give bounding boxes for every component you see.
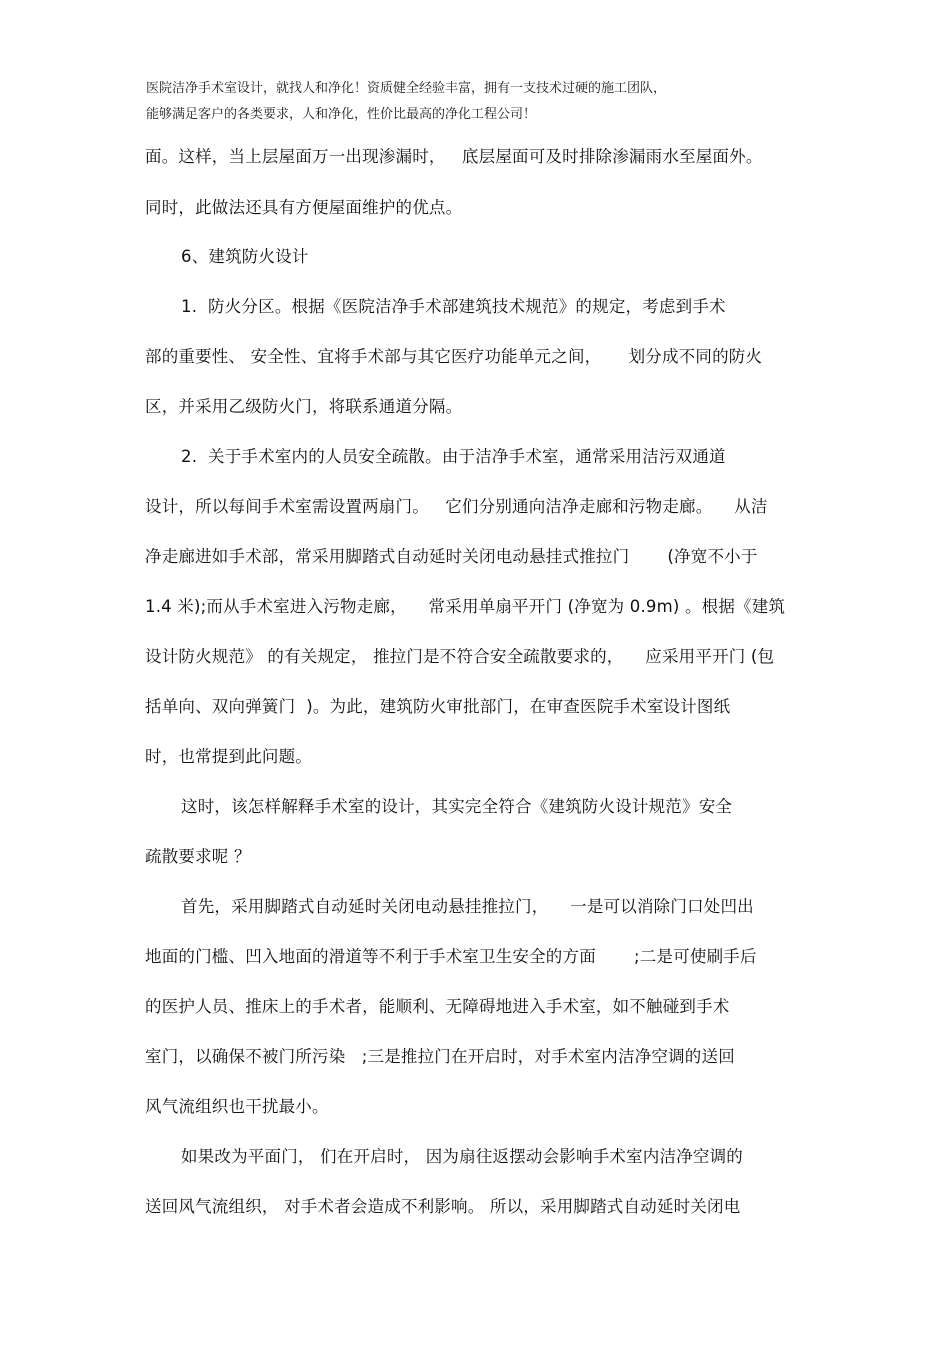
body-line: 疏散要求呢 ？ xyxy=(145,847,251,866)
body-line: 风气流组织也干扰最小。 xyxy=(145,1097,329,1116)
body-line: 设计，所以每间手术室需设置两扇门。 它们分别通向洁净走廊和污物走廊。 从洁 xyxy=(145,497,768,516)
body-line: 的医护人员、推床上的手术者，能顺利、无障碍地进入手术室，如不触碰到手术 xyxy=(145,997,730,1016)
body-line: 部的重要性、 安全性、宜将手术部与其它医疗功能单元之间， 划分成不同的防火 xyxy=(145,347,763,366)
header-line-2: 能够满足客户的各类要求，人和净化，性价比最高的净化工程公司！ xyxy=(146,107,537,122)
body-line: 如果改为平面门， 们在开启时， 因为扇往返摆动会影响手术室内洁净空调的 xyxy=(181,1147,743,1166)
section-heading: 6、建筑防火设计 xyxy=(181,247,309,266)
body-line: 室门，以确保不被门所污染 ;三是推拉门在开启时，对手术室内洁净空调的送回 xyxy=(145,1047,735,1066)
body-line: 时，也常提到此问题。 xyxy=(145,747,312,766)
body-line: 净走廊进如手术部，常采用脚踏式自动延时关闭电动悬挂式推拉门 (净宽不小于 xyxy=(145,547,758,566)
body-line: 面。这样，当上层屋面万一出现渗漏时， 底层屋面可及时排除渗漏雨水至屋面外。 xyxy=(145,147,763,166)
body-line: 同时，此做法还具有方便屋面维护的优点。 xyxy=(145,198,463,217)
body-line: 区，并采用乙级防火门，将联系通道分隔。 xyxy=(145,397,463,416)
header-line-1: 医院洁净手术室设计，就找人和净化！资质健全经验丰富，拥有一支技术过硬的施工团队， xyxy=(146,81,667,96)
body-line: 这时，该怎样解释手术室的设计，其实完全符合《建筑防火设计规范》安全 xyxy=(181,797,733,816)
body-line: 2. 关于手术室内的人员安全疏散。由于洁净手术室，通常采用洁污双通道 xyxy=(181,447,726,466)
page-header xyxy=(146,76,826,128)
body-line: 送回风气流组织， 对手术者会造成不利影响。 所以，采用脚踏式自动延时关闭电 xyxy=(145,1197,741,1216)
body-line: 设计防火规范》 的有关规定， 推拉门是不符合安全疏散要求的， 应采用平开门 (包 xyxy=(145,647,775,666)
body-line: 1.4 米);而从手术室进入污物走廊， 常采用单扇平开门 (净宽为 0.9m) 。根据《建筑 xyxy=(145,597,786,616)
body-line: 地面的门槛、凹入地面的滑道等不利于手术室卫生安全的方面 ;二是可使刷手后 xyxy=(145,947,757,966)
body-line: 括单向、双向弹簧门 )。为此，建筑防火审批部门，在审查医院手术室设计图纸 xyxy=(145,697,731,716)
body-line: 首先，采用脚踏式自动延时关闭电动悬挂推拉门， 一是可以消除门口处凹出 xyxy=(181,897,754,916)
body-line: 1. 防火分区。根据《医院洁净手术部建筑技术规范》的规定，考虑到手术 xyxy=(181,297,726,316)
